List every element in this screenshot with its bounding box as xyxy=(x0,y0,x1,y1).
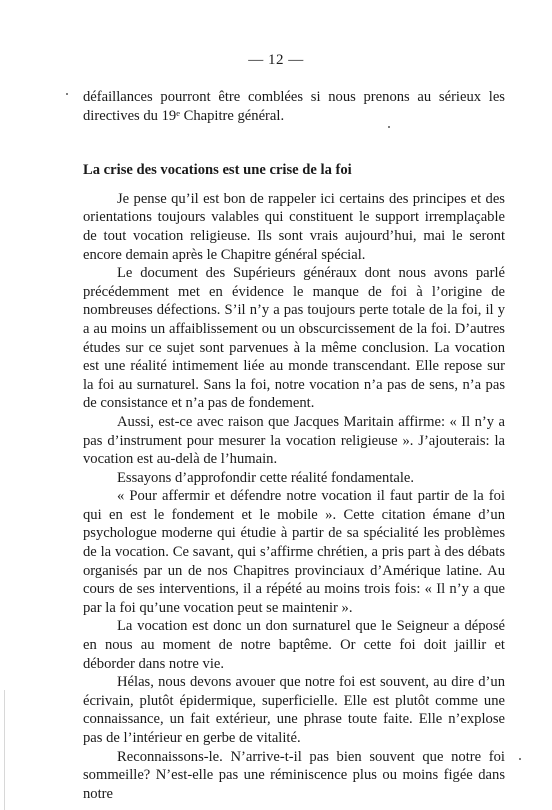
scan-speck xyxy=(388,126,390,128)
paragraph: Aussi, est-ce avec raison que Jacques Maritain affirme: « Il n’y a pas d’instrument pour mesurer la vocation religieuse ». J’ajouterais: la vocation est au-delà de l’humain. xyxy=(83,413,505,468)
scan-speck xyxy=(66,93,68,95)
scan-speck xyxy=(519,758,521,760)
paragraph: Essayons d’approfondir cette réalité fondamentale. xyxy=(117,469,415,486)
paragraph: « Pour affermir et défendre notre vocation il faut partir de la foi qui en est le fondement et le mobile ». Cette citation émane d’un psychologue moderne qui étudie à partir de sa spécialité les problèmes de la vocation. Ce savant, qui s’affirme chrétien, a pris part à des débats organisés par un de nos Chapitres provinciaux d’Amérique latine. Au cours de ses interventions, il a répété au moins trois fois: « Il n’y a que par la foi qu’une vocation peut se maintenir ». xyxy=(83,488,505,616)
paragraph-continuation: défaillances pourront être comblées si nous prenons au sérieux les directives du 19ᵉ Chapitre général. xyxy=(83,89,505,124)
scan-edge-line xyxy=(4,690,5,810)
page-number: — 12 — xyxy=(248,52,304,68)
paragraph: Je pense qu’il est bon de rappeler ici certains des principes et des orientations toujours valables qui constituent le support irremplaçable de tout vocation religieuse. Ils sont vrais aujourd’hui, mai le seront encore demain après le Chapitre général spécial. xyxy=(83,190,505,263)
paragraph: Hélas, nous devons avouer que notre foi est souvent, au dire d’un écrivain, plutôt épidermique, superficielle. Elle est plutôt comme une connaissance, un fait extérieur, une phrase toute faite. Elle n’explose pas de l’intérieur en gerbe de vitalité. xyxy=(83,674,505,746)
page-body xyxy=(83,88,505,803)
paragraph: Reconnaissons-le. N’arrive-t-il pas bien souvent que notre foi sommeille? N’est-elle pas une réminiscence plus ou moins figée dans notre xyxy=(83,748,505,802)
section-heading: La crise des vocations est une crise de la foi xyxy=(83,162,352,179)
paragraph: Le document des Supérieurs généraux dont nous avons parlé précédemment met en évidence le manque de foi à l’origine de nombreuses défections. S’il n’y a pas toujours perte totale de la foi, il y a au moins un affaiblissement ou un obscurcissement de la foi. D’autres études sur ce sujet sont parvenues à la même conclusion. La vocation est une réalité intimement liée au monde transcendant. Elle repose sur la foi au surnaturel. Sans la foi, notre vocation n’a pas de sens, n’a pas de consistance et n’a pas de fondement. xyxy=(83,265,505,412)
paragraph: La vocation est donc un don surnaturel que le Seigneur a déposé en nous au moment de notre baptême. Or cette foi doit jaillir et déborder dans notre vie. xyxy=(83,618,505,672)
